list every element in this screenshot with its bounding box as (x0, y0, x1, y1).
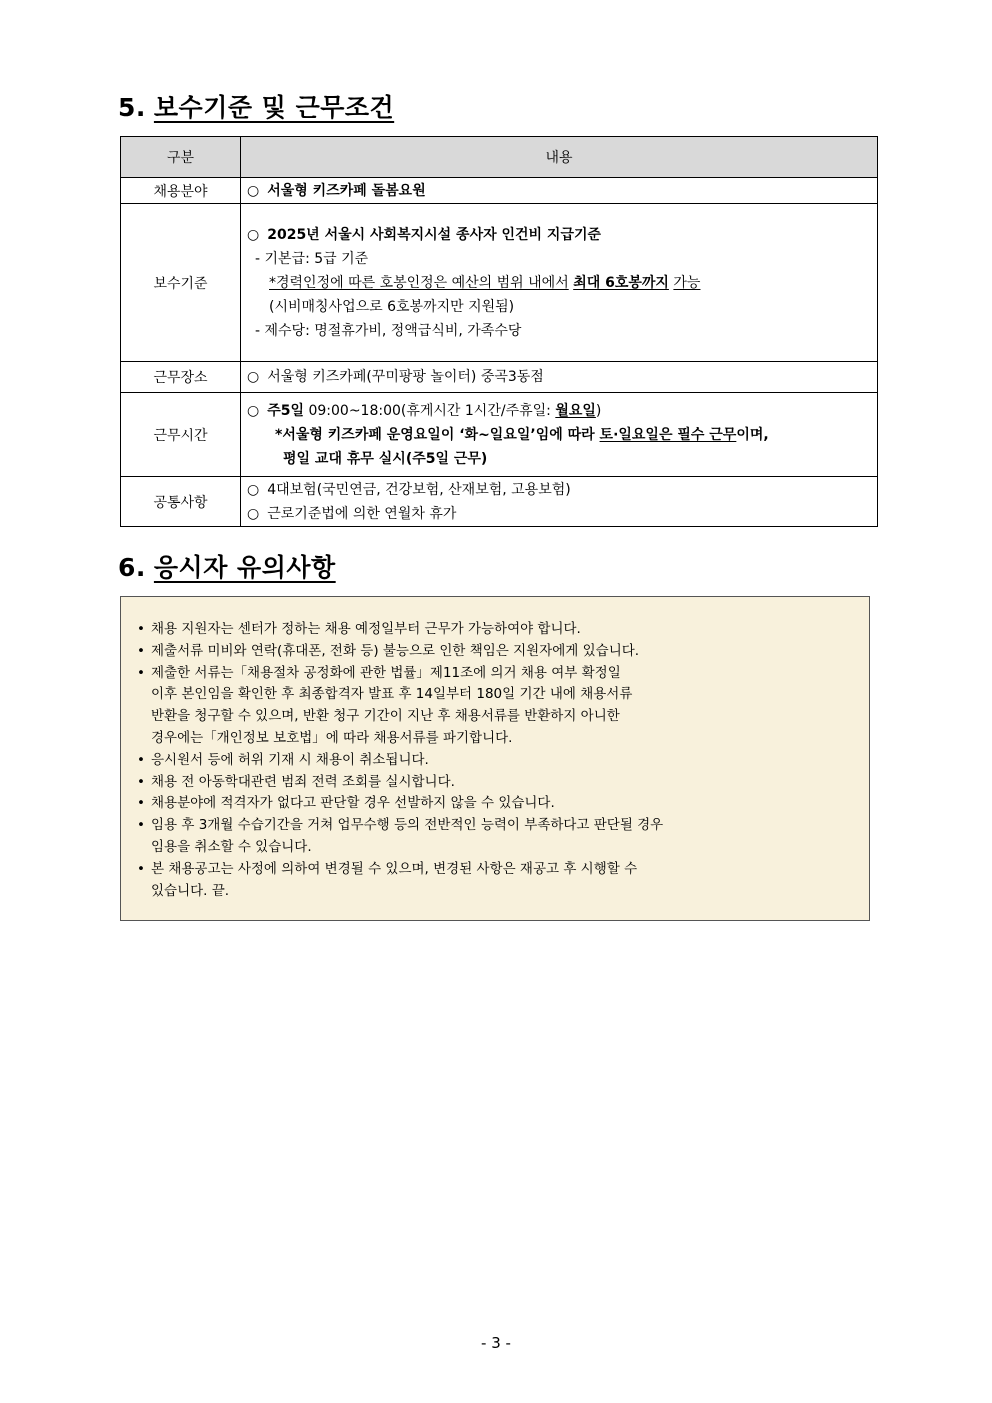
row-label: 채용분야 (121, 178, 241, 204)
content-text: 09:00~18:00(휴게시간 1시간/주휴일: (308, 402, 551, 419)
notice-text: 임용 후 3개월 수습기간을 거쳐 업무수행 등의 전반적인 능력이 부족하다고 판단될 경우 (151, 817, 664, 834)
notice-text: 채용분야에 적격자가 없다고 판단할 경우 선발하지 않을 수 있습니다. (151, 795, 555, 812)
notice-text: 채용 전 아동학대관련 범죄 전력 조회를 실시합니다. (151, 773, 455, 790)
notice-text: 본 채용공고는 사정에 의하여 변경될 수 있으며, 변경된 사항은 재공고 후 시행할 수 (151, 860, 638, 877)
content-text: 이며, (736, 426, 769, 443)
notice-item (137, 793, 663, 815)
section-title: 보수기준 및 근무조건 (153, 93, 395, 122)
row-content (241, 362, 878, 393)
section-number: 5. (118, 93, 146, 122)
section-6-heading (118, 548, 336, 584)
bullet-icon: • (137, 664, 145, 681)
content-line: 근로기준법에 의한 연월차 휴가 (267, 505, 457, 522)
column-header-content: 내용 (241, 137, 878, 178)
notice-text: 경우에는「개인정보 보호법」에 따라 채용서류를 파기합니다. (151, 729, 513, 746)
notice-item (137, 641, 663, 663)
content-line: 서울형 키즈카페(꾸미팡팡 놀이터) 중곡3동점 (267, 369, 544, 385)
notice-text: 반환을 청구할 수 있으며, 반환 청구 기간이 지난 후 채용서류를 반환하지 아니한 (151, 708, 620, 725)
content-line (247, 423, 877, 447)
underlined-bold-text: 최대 6호봉까지 (573, 274, 669, 291)
row-content (241, 393, 878, 477)
table-row-hours (121, 393, 878, 477)
page-number: - 3 - (481, 1334, 511, 1352)
notice-text: 응시원서 등에 허위 기재 시 채용이 취소됩니다. (151, 751, 429, 768)
notice-text: 있습니다. 끝. (151, 882, 230, 899)
section-number: 6. (118, 553, 146, 582)
notice-box (120, 596, 870, 921)
row-content (241, 204, 878, 362)
content-text: ) (595, 402, 602, 419)
notice-item-continuation (137, 837, 663, 859)
compensation-table (120, 136, 878, 527)
content-line: 4대보험(국민연금, 건강보험, 산재보험, 고용보험) (267, 481, 571, 498)
underlined-bold-text: 토·일요일은 필수 근무 (599, 426, 737, 443)
notice-item (137, 859, 663, 881)
content-text: *서울형 키즈카페 운영요일이 ‘화~일요일’임에 따라 (275, 426, 595, 443)
content-line: (시비매칭사업으로 6호봉까지만 지원됨) (269, 298, 515, 315)
notice-item (137, 772, 663, 794)
row-label: 공통사항 (121, 477, 241, 527)
notice-text: 이후 본인임을 확인한 후 최종합격자 발표 후 14일부터 180일 기간 내에 채용서류 (151, 686, 633, 703)
column-header-category: 구분 (121, 137, 241, 178)
table-row-field (121, 178, 878, 204)
row-label: 근무장소 (121, 362, 241, 393)
circle-marker: ○ (247, 182, 260, 199)
row-label: 근무시간 (121, 393, 241, 477)
table-row-common (121, 477, 878, 527)
notice-item (137, 663, 663, 685)
content-line: 서울형 키즈카페 돌봄요원 (267, 182, 426, 199)
notice-item-continuation (137, 706, 663, 728)
circle-marker: ○ (247, 226, 260, 243)
table-row-pay (121, 204, 878, 362)
content-line: 2025년 서울시 사회복지시설 종사자 인건비 지급기준 (267, 226, 602, 243)
notice-item-continuation (137, 881, 663, 903)
section-5-heading (118, 88, 394, 124)
circle-marker: ○ (247, 481, 260, 498)
bullet-icon: • (137, 773, 145, 790)
bullet-icon: • (137, 751, 145, 768)
table-row-location (121, 362, 878, 393)
bullet-icon: • (137, 621, 145, 637)
notice-list (137, 619, 663, 902)
underlined-text: 가능 (673, 274, 701, 291)
circle-marker: ○ (247, 505, 260, 522)
content-text: 주5일 (267, 402, 305, 419)
section-title: 응시자 유의사항 (153, 553, 336, 582)
underlined-text: *경력인정에 따른 호봉인정은 예산의 범위 내에서 (269, 274, 569, 291)
content-line: 평일 교대 휴무 실시(주5일 근무) (283, 450, 488, 467)
row-content (241, 477, 878, 527)
bullet-icon: • (137, 795, 145, 812)
content-line: - 제수당: 명절휴가비, 정액급식비, 가족수당 (255, 322, 522, 339)
notice-item (137, 750, 663, 772)
circle-marker: ○ (247, 402, 260, 419)
bullet-icon: • (137, 860, 145, 877)
notice-item (137, 619, 663, 641)
notice-item-continuation (137, 684, 663, 706)
row-content (241, 178, 878, 204)
bullet-icon: • (137, 817, 145, 834)
bullet-icon: • (137, 642, 145, 659)
content-line (247, 271, 877, 295)
notice-text: 제출서류 미비와 연락(휴대폰, 전화 등) 불능으로 인한 책임은 지원자에게 있습니다. (151, 642, 640, 659)
table-header-row (121, 137, 878, 178)
content-line: - 기본급: 5급 기준 (255, 250, 369, 267)
underlined-bold-text: 월요일 (555, 402, 596, 419)
notice-item (137, 815, 663, 837)
notice-item-continuation (137, 728, 663, 750)
notice-text: 임용을 취소할 수 있습니다. (151, 838, 312, 855)
notice-text: 제출한 서류는「채용절차 공정화에 관한 법률」제11조에 의거 채용 여부 확정일 (151, 664, 621, 681)
row-label: 보수기준 (121, 204, 241, 362)
notice-text: 채용 지원자는 센터가 정하는 채용 예정일부터 근무가 가능하여야 합니다. (151, 621, 581, 637)
circle-marker: ○ (247, 369, 260, 385)
